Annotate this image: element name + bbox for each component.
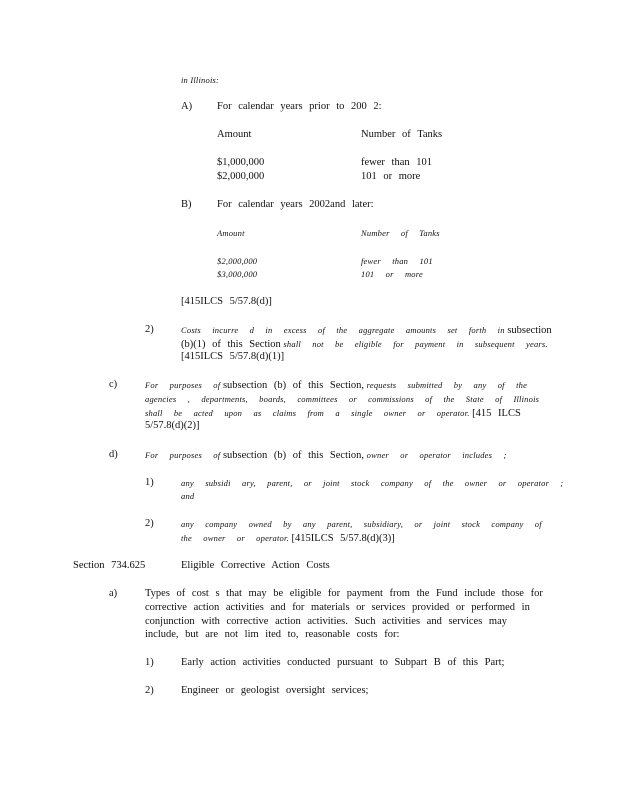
item-c-line3 [145,407,521,420]
item-d-label: d) [109,449,118,460]
table-a-row-tanks: 101 or more [361,171,421,182]
item-c-line1-regular: subsection (b) of this Section, [222,380,365,391]
section-a-line: Types of cost s that may be eligible for payment from the Fund include those for [145,588,543,599]
table-b-amount-header: Amount [217,228,245,238]
item-d-line1-regular: subsection (b) of this Section, [222,450,365,461]
item-c-line1 [145,379,527,392]
item-2-line2-italic: shall not be eligible for payment in subsequent years. [283,339,548,349]
list-item-text: Engineer or geologist oversight services; [181,685,369,696]
item-c-label: c) [109,379,118,390]
item-b-text: For calendar years 2002and later: [217,199,374,210]
item-a-text: For calendar years prior to 200 2: [217,101,382,112]
item-b-label: B) [181,199,192,210]
item-d-sub2-line1: any company owned by any parent, subsidiary, or joint stock company of [181,519,542,529]
item-d-sub1-line2: and [181,491,195,501]
item-d-line1-italic-b: owner or operator includes ; [366,450,507,460]
table-b-tanks-header: Number of Tanks [361,228,440,238]
item-2-line1 [181,324,552,337]
item-2-label: 2) [145,324,154,335]
item-d-sub2-line2-italic: the owner or operator. [181,533,289,543]
item-c-line3-italic: shall be acted upon as claims from a single owner or operator. [145,408,470,418]
section-a-label: a) [109,588,118,599]
item-d-sub1-line1: any subsidi ary, parent, or joint stock company of the owner or operator ; [181,478,564,488]
table-b-row-tanks: 101 or more [361,269,423,279]
table-a-row-tanks: fewer than 101 [361,157,432,168]
item-c-line1-italic-a: For purposes of [145,380,221,390]
section-a-line: corrective action activities and for materials or services provided or performed in [145,602,530,613]
item-2-line1-italic: Costs incurre d in excess of the aggregate amounts set forth in [181,325,505,335]
item-c-line3-regular: [415 ILCS [472,408,521,419]
citation: [415ILCS 5/57.8(d)] [181,296,272,307]
in-illinois-text: in Illinois: [181,75,220,85]
section-title: Eligible Corrective Action Costs [181,560,330,571]
item-c-line2: agencies , departments, boards, committees or commissions of the State of Illinois [145,394,540,404]
table-a-row-amount: $1,000,000 [217,157,265,168]
section-a-line: include, but are not lim ited to, reasonable costs for: [145,629,400,640]
section-number: Section 734.625 [73,560,146,571]
item-c-line1-italic-b: requests submitted by any of the [366,380,528,390]
list-item-label: 2) [145,685,154,696]
item-d-sub1-label: 1) [145,477,154,488]
table-b-row-amount: $2,000,000 [217,256,258,266]
section-a-line: conjunction with corrective action activities. Such activities and services may [145,616,507,627]
table-b-row-tanks: fewer than 101 [361,256,433,266]
citation: [415ILCS 5/57.8(d)(1)] [181,351,285,362]
item-d-line1 [145,449,507,462]
item-2-line1-regular: subsection [507,325,552,336]
citation: [415ILCS 5/57.8(d)(3)] [291,533,395,544]
item-c-line4: 5/57.8(d)(2)] [145,420,200,431]
table-a-tanks-header: Number of Tanks [361,129,443,140]
item-d-line1-italic-a: For purposes of [145,450,221,460]
table-b-row-amount: $3,000,000 [217,269,258,279]
list-item-label: 1) [145,657,154,668]
item-2-line2 [181,338,548,351]
item-d-sub2-line2 [181,532,395,545]
item-a-label: A) [181,101,193,112]
table-a-amount-header: Amount [217,129,252,140]
table-a-row-amount: $2,000,000 [217,171,265,182]
item-d-sub2-label: 2) [145,518,154,529]
list-item-text: Early action activities conducted pursuant to Subpart B of this Part; [181,657,505,668]
item-2-line2-regular: (b)(1) of this Section [181,339,281,350]
